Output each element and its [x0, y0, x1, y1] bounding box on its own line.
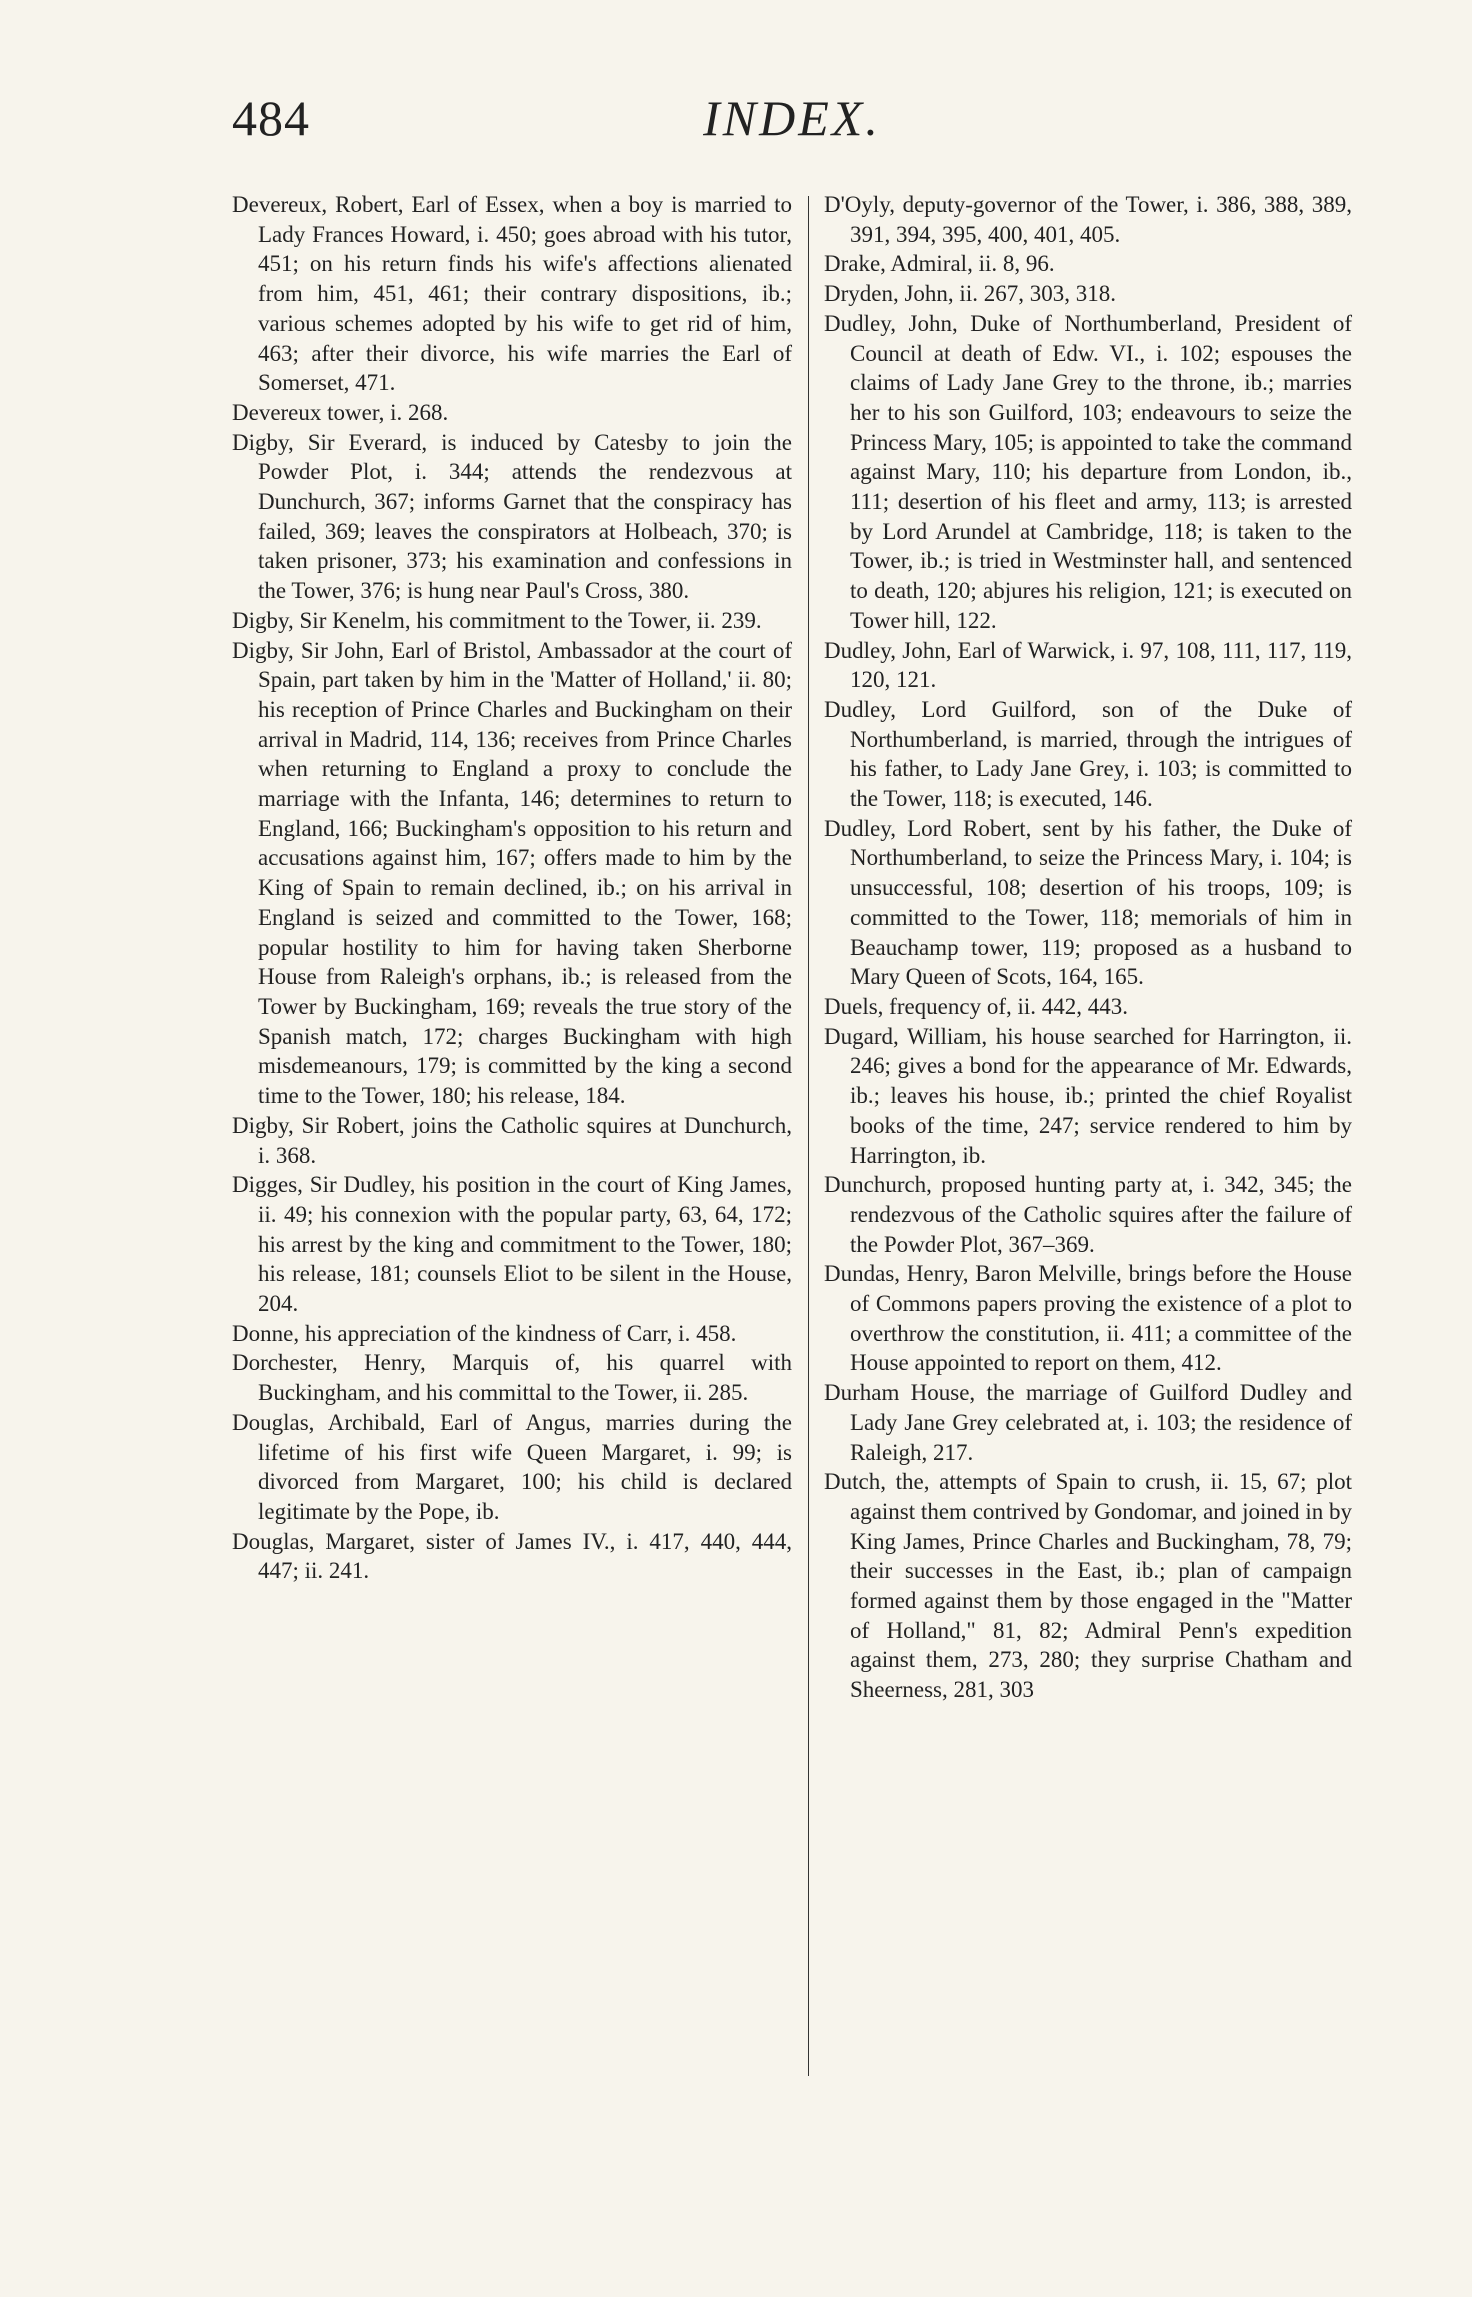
- index-entry: Dudley, Lord Guilford, son of the Duke of Northumberland, is married, through the intrigues of his father, to Lady Jane Grey, i. 103; is committed to the Tower, 118; is executed, 146.: [824, 696, 1352, 812]
- index-entry: Dryden, John, ii. 267, 303, 318.: [824, 281, 1116, 307]
- index-entry: Digby, Sir Kenelm, his commitment to the Tower, ii. 239.: [232, 607, 762, 633]
- index-entry: Devereux tower, i. 268.: [232, 399, 449, 425]
- page-title: INDEX.: [703, 90, 881, 146]
- index-entry: Donne, his appreciation of the kindness of Carr, i. 458.: [232, 1320, 737, 1346]
- page-number: 484: [232, 90, 310, 146]
- page-header: [232, 88, 1352, 158]
- index-entry: Durham House, the marriage of Guilford Dudley and Lady Jane Grey celebrated at, i. 103; the residence of Raleigh, 217.: [824, 1380, 1352, 1465]
- index-entry: Dutch, the, attempts of Spain to crush, ii. 15, 67; plot against them contrived by Gondomar, and joined in by King James, Prince Charles and Buckingham, 78, 79; their successes in the East, ib.; plan of campaign formed against them by those engaged in the "Matter of Holland," 81, 82; Admiral Penn's expedition against them, 273, 280; they surprise Chatham and Sheerness, 281, 303: [824, 1469, 1352, 1703]
- column-divider: [808, 196, 809, 2076]
- index-entry: Dudley, Lord Robert, sent by his father, the Duke of Northumberland, to seize the Princess Mary, i. 104; is unsuccessful, 108; desertion of his troops, 109; is committed to the Tower, 118; memorials of him in Beauchamp tower, 119; proposed as a husband to Mary Queen of Scots, 164, 165.: [824, 815, 1352, 990]
- index-entry: Dundas, Henry, Baron Melville, brings before the House of Commons papers proving the existence of a plot to overthrow the constitution, ii. 411; a committee of the House appointed to report on them, 412.: [824, 1261, 1352, 1376]
- index-entry: Dudley, John, Duke of Northumberland, President of Council at death of Edw. VI., i. 102; espouses the claims of Lady Jane Grey to the throne, ib.; marries her to his son Guilford, 103; endeavours to seize the Princess Mary, 105; is appointed to take the command against Mary, 110; his departure from London, ib., 111; desertion of his fleet and army, 113; is arrested by Lord Arundel at Cambridge, 118; is taken to the Tower, ib.; is tried in Westminster hall, and sentenced to death, 120; abjures his religion, 121; is executed on Tower hill, 122.: [824, 310, 1352, 633]
- index-entry: Douglas, Margaret, sister of James IV., i. 417, 440, 444, 447; ii. 241.: [232, 1528, 792, 1584]
- index-entry: Dudley, John, Earl of Warwick, i. 97, 108, 111, 117, 119, 120, 121.: [824, 637, 1352, 693]
- index-entry: Digby, Sir John, Earl of Bristol, Ambassador at the court of Spain, part taken by him in the 'Matter of Holland,' ii. 80; his reception of Prince Charles and Buckingham on their arrival in Madrid, 114, 136; receives from Prince Charles when returning to England a proxy to conclude the marriage with the Infanta, 146; determines to return to England, 166; Buckingham's opposition to his return and accusations against him, 167; offers made to him by the King of Spain to remain declined, ib.; on his arrival in England is seized and committed to the Tower, 168; popular hostility to him for having taken Sherborne House from Raleigh's orphans, ib.; is released from the Tower by Buckingham, 169; reveals the true story of the Spanish match, 172; charges Buckingham with high misdemeanours, 179; is committed by the king a second time to the Tower, 180; his release, 184.: [232, 637, 792, 1109]
- left-column: [232, 190, 792, 1586]
- index-entry: Dunchurch, proposed hunting party at, i. 342, 345; the rendezvous of the Catholic squires after the failure of the Powder Plot, 367–369.: [824, 1172, 1352, 1257]
- right-column: [824, 190, 1352, 1705]
- index-entry: Devereux, Robert, Earl of Essex, when a boy is married to Lady Frances Howard, i. 450; goes abroad with his tutor, 451; on his return finds his wife's affections alienated from him, 451, 461; their contrary dispositions, ib.; various schemes adopted by his wife to get rid of him, 463; after their divorce, his wife marries the Earl of Somerset, 471.: [232, 192, 792, 396]
- index-entry: Duels, frequency of, ii. 442, 443.: [824, 993, 1129, 1019]
- index-entry: Digby, Sir Robert, joins the Catholic squires at Dunchurch, i. 368.: [232, 1112, 792, 1168]
- index-columns: [232, 190, 1352, 2090]
- index-entry: Dorchester, Henry, Marquis of, his quarrel with Buckingham, and his committal to the Tower, ii. 285.: [232, 1350, 792, 1406]
- index-entry: D'Oyly, deputy-governor of the Tower, i. 386, 388, 389, 391, 394, 395, 400, 401, 405.: [824, 192, 1352, 247]
- index-entry: Drake, Admiral, ii. 8, 96.: [824, 251, 1055, 277]
- index-entry: Digges, Sir Dudley, his position in the court of King James, ii. 49; his connexion with the popular party, 63, 64, 172; his arrest by the king and commitment to the Tower, 180; his release, 181; counsels Eliot to be silent in the House, 204.: [232, 1172, 792, 1317]
- index-entry: Douglas, Archibald, Earl of Angus, marries during the lifetime of his first wife Queen Margaret, i. 99; is divorced from Margaret, 100; his child is declared legitimate by the Pope, ib.: [232, 1409, 792, 1524]
- index-entry: Dugard, William, his house searched for Harrington, ii. 246; gives a bond for the appearance of Mr. Edwards, ib.; leaves his house, ib.; printed the chief Royalist books of the time, 247; service rendered to him by Harrington, ib.: [824, 1023, 1352, 1168]
- index-entry: Digby, Sir Everard, is induced by Catesby to join the Powder Plot, i. 344; attends the rendezvous at Dunchurch, 367; informs Garnet that the conspiracy has failed, 369; leaves the conspirators at Holbeach, 370; is taken prisoner, 373; his examination and confessions in the Tower, 376; is hung near Paul's Cross, 380.: [232, 429, 792, 604]
